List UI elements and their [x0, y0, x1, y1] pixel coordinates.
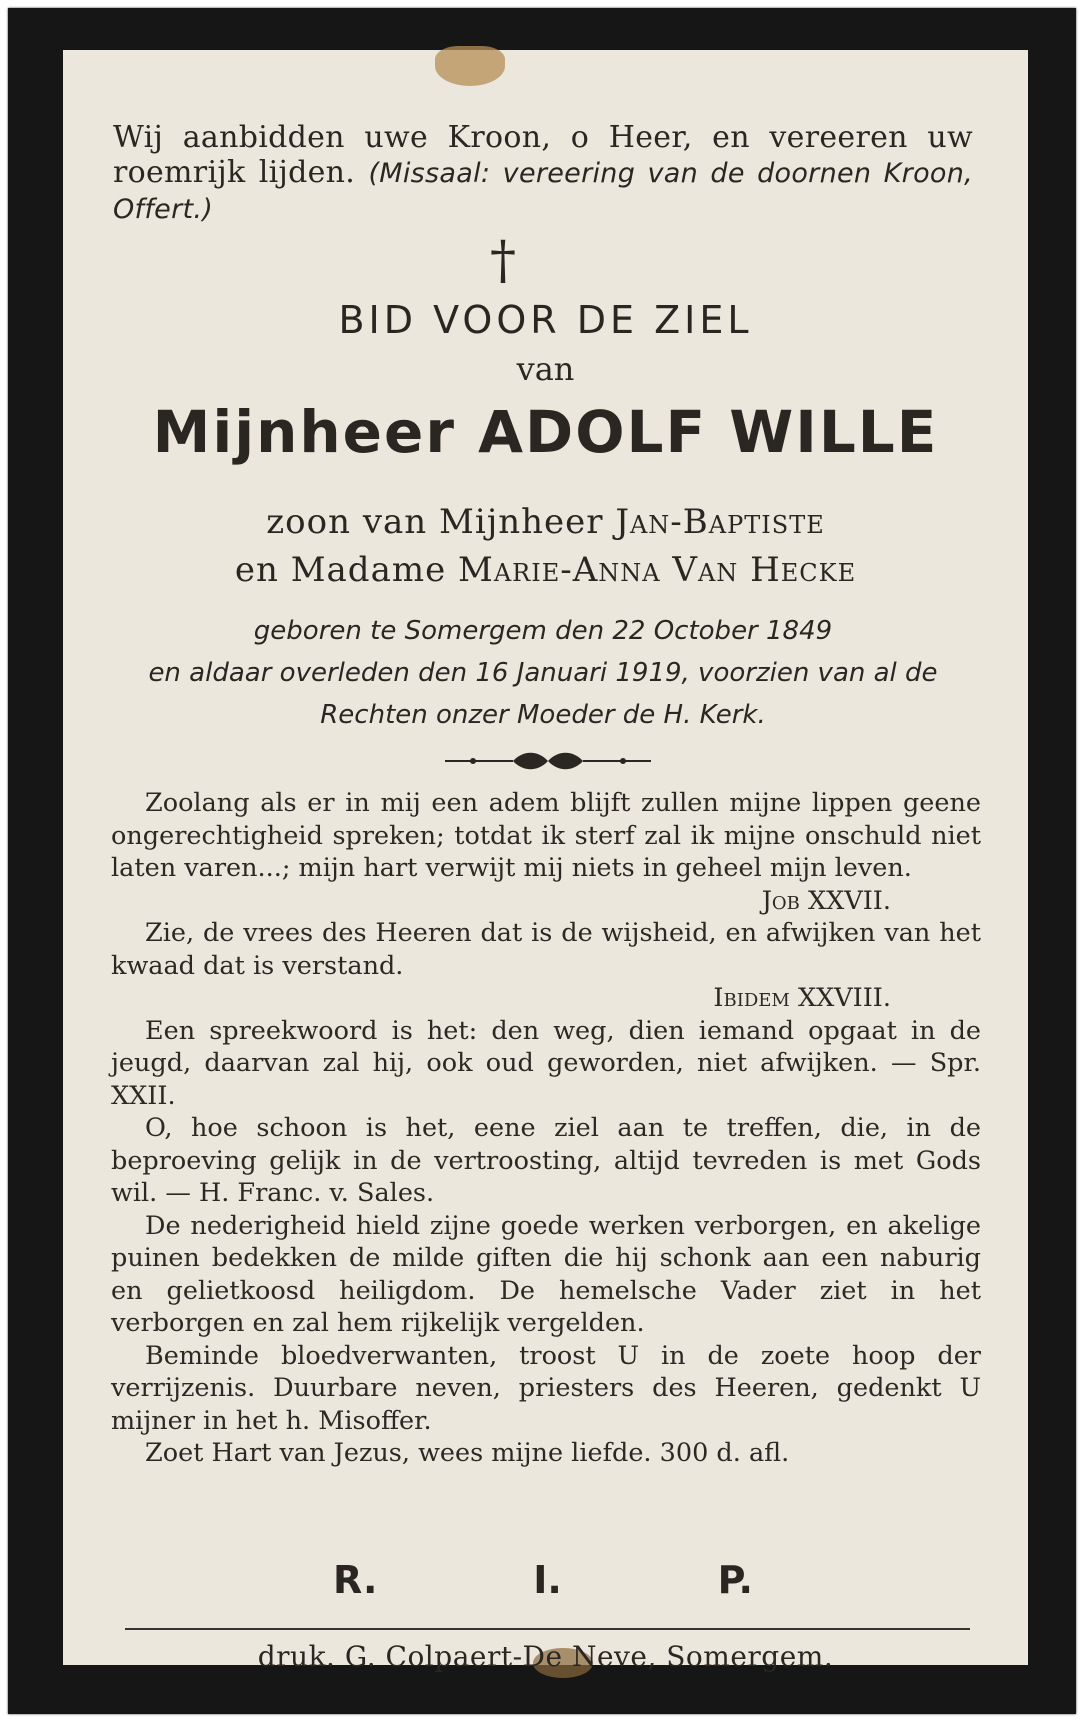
scripture-reference: Job XXVII. — [761, 885, 891, 916]
body-paragraph: Beminde bloedverwanten, troost U in de zoete hoop der verrijzenis. Duurbare neven, priesters des Heeren, gedenkt U mijner in het h. Misoffer. — [111, 1340, 981, 1436]
father-line — [63, 502, 1028, 542]
van-label: van — [516, 350, 575, 388]
ornament-divider-icon — [443, 750, 653, 772]
mother-prefix: en Madame — [234, 550, 447, 590]
rip-line — [333, 1558, 753, 1602]
epigraph-source: (Missaal: vereering van de doornen Kroon, Offert.) — [113, 158, 974, 225]
scripture-reference: Ibidem XXVIII. — [713, 983, 891, 1013]
father-name: Jan-Baptiste — [615, 502, 825, 542]
heading: BID VOOR DE ZIEL — [338, 298, 753, 342]
rip-i: I. — [533, 1558, 562, 1602]
cross-icon: † — [490, 231, 516, 291]
divider-rule — [125, 1628, 970, 1630]
mother-line — [63, 550, 1028, 590]
body-paragraph: Zoolang als er in mij een adem blijft zullen mijne lippen geene ongerechtigheid spreken; totdat ik sterf zal ik mijne onschuld niet laten varen...; mijn hart verwijt mij niets in geheel mijn leven. — [111, 788, 981, 883]
body-paragraph: Zoet Hart van Jezus, wees mijne liefde. 300 d. afl. — [145, 1438, 790, 1468]
body-text — [111, 787, 981, 1470]
birth-death-block — [108, 610, 978, 736]
body-paragraph: Zie, de vrees des Heeren dat is de wijsheid, en afwijken van het kwaad dat is verstand. — [111, 918, 981, 981]
body-paragraph: O, hoe schoon is het, eene ziel aan te treffen, die, in de beproeving gelijk in de vertroosting, altijd tevreden is met Gods wil. — H. Franc. v. Sales. — [111, 1113, 981, 1208]
printer-credit: druk. G. Colpaert-De Neve, Somergem. — [257, 1640, 834, 1673]
mother-name: Marie-Anna Van Hecke — [458, 550, 857, 590]
epigraph-text: Wij aanbidden uwe Kroon, o Heer, en vereeren uw roemrijk lijden. — [113, 120, 973, 190]
memorial-card — [8, 8, 1076, 1714]
deceased-name: Mijnheer ADOLF WILLE — [152, 398, 939, 466]
rip-p: P. — [717, 1558, 753, 1602]
body-paragraph: De nederigheid hield zijne goede werken verborgen, en akelige puinen bedekken de milde giften die hij schonk aan een naburig en gelietkoosd heiligdom. De hemelsche Vader ziet in het verborgen en zal hem rijkelijk vergelden. — [111, 1210, 981, 1338]
epigraph — [113, 120, 973, 227]
death-line: en aldaar overleden den 16 Januari 1919, voorzien van al de Rechten onzer Moeder de H. Kerk. — [148, 658, 938, 730]
rip-r: R. — [333, 1558, 378, 1602]
card-paper — [63, 50, 1028, 1673]
body-paragraph: Een spreekwoord is het: den weg, dien iemand opgaat in de jeugd, daarvan zal hij, ook oud geworden, niet afwijken. — Spr. XXII. — [111, 1015, 981, 1111]
birth-line: geboren te Somergem den 22 October 1849 — [253, 616, 833, 646]
father-prefix: zoon van Mijnheer — [266, 502, 604, 542]
stain-top — [435, 46, 505, 86]
